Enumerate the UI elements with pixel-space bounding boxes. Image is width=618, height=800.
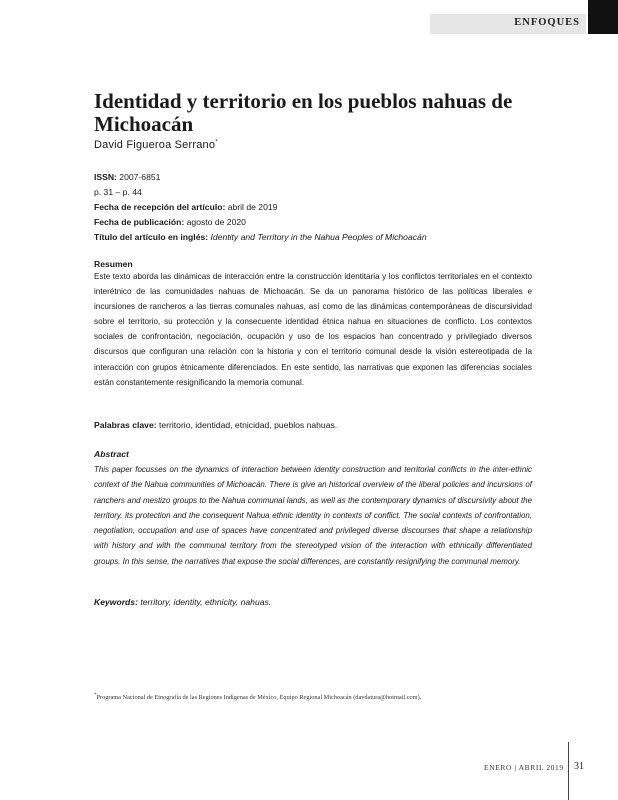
keywords-en-label: Keywords: (94, 597, 138, 607)
author-line (94, 139, 218, 151)
resumen-heading: Resumen (94, 259, 133, 269)
issn-label: ISSN: (94, 172, 117, 182)
issn-row (94, 170, 544, 185)
resumen-text: Este texto aborda las dinámicas de interacción entre la construcción identitaria y los conflictos territoriales en el contexto interétnico de las comunidades nahuas de Michoacán. Se da un panorama histórico de las políticas liberales e incursiones de rancheros a las tierras comunales nahuas, así como de las dinámicas contemporáneas de discursividad sobre el territorio, su protección y la consecuente identidad étnica nahua en situaciones de conflicto. Los contextos sociales de confrontación, negociación, ocupación y uso de los espacios han concentrado y privilegiado diversos discursos que configuran una relación con la historia y con el territorio comunal desde la visión estereotipada de la interacción con grupos étnicamente diferenciados. En este sentido, las narrativas que exponen las diferencias sociales están constantemente resignificando la memoria comunal. (94, 272, 532, 387)
article-title: Identidad y territorio en los pueblos nahuas de Michoacán (94, 89, 513, 136)
published-label: Fecha de publicación: (94, 217, 185, 227)
section-header-bar (430, 14, 586, 34)
keywords-en-value: territory, identity, ethnicity, nahuas. (137, 597, 272, 607)
pages-row: p. 31 – p. 44 (94, 187, 142, 197)
published-value: agosto de 2020 (184, 217, 246, 227)
section-label: ENFOQUES (514, 17, 580, 28)
english-title-label: Título del artículo en inglés: (94, 232, 209, 242)
author-footnote-mark: * (215, 139, 218, 146)
article-metadata (94, 170, 544, 245)
author-name: David Figueroa Serrano (94, 139, 216, 151)
footnote (94, 693, 421, 701)
footnote-mark: * (94, 693, 97, 698)
footnote-text: Programa Nacional de Etnografía de las Regiones Indígenas de México, Equipo Regional Michoacán (davdatura@hotmail.com). (96, 694, 422, 702)
received-label: Fecha de recepción del artículo: (94, 202, 226, 212)
footer-divider (568, 742, 569, 800)
received-value: abril de 2019 (225, 202, 278, 212)
page-number: 31 (574, 761, 584, 772)
english-title-value: Identity and Territory in the Nahua Peoples of Michoacán (208, 232, 427, 242)
keywords-es (94, 420, 337, 430)
keywords-en (94, 597, 271, 607)
footer-issue-date: ENERO | ABRIL 2019 (484, 763, 564, 772)
abstract-text: This paper focusses on the dynamics of interaction between identity construction and territorial conflicts in the inter-ethnic context of the Nahua communities of Michoacán. There is give an historical overview of the liberal policies and incursions of ranchers and mestizo groups to the Nahua communal lands, as well as the contemporary dynamics of discursivity about the territory, its protection and the consequent Nahua ethnic identity in contexts of conflict. The social contexts of confrontation, negotiation, occupation and use of spaces have concentrated and privileged diverse discourses that shape a relationship with history and with the communal territory from the stereotyped vision of the interaction with ethnically differentiated groups. In this sense, the narratives that expose the social differences, are constantly resignifying the communal memory. (94, 465, 532, 566)
keywords-es-value: territorio, identidad, etnicidad, pueblos nahuas. (156, 420, 338, 430)
abstract-heading: Abstract (94, 449, 129, 459)
received-row (94, 200, 544, 215)
corner-tab-block (588, 0, 618, 34)
english-title-row (94, 230, 544, 245)
published-row (94, 215, 544, 230)
keywords-es-label: Palabras clave: (94, 420, 157, 430)
issn-value: 2007-6851 (116, 172, 161, 182)
